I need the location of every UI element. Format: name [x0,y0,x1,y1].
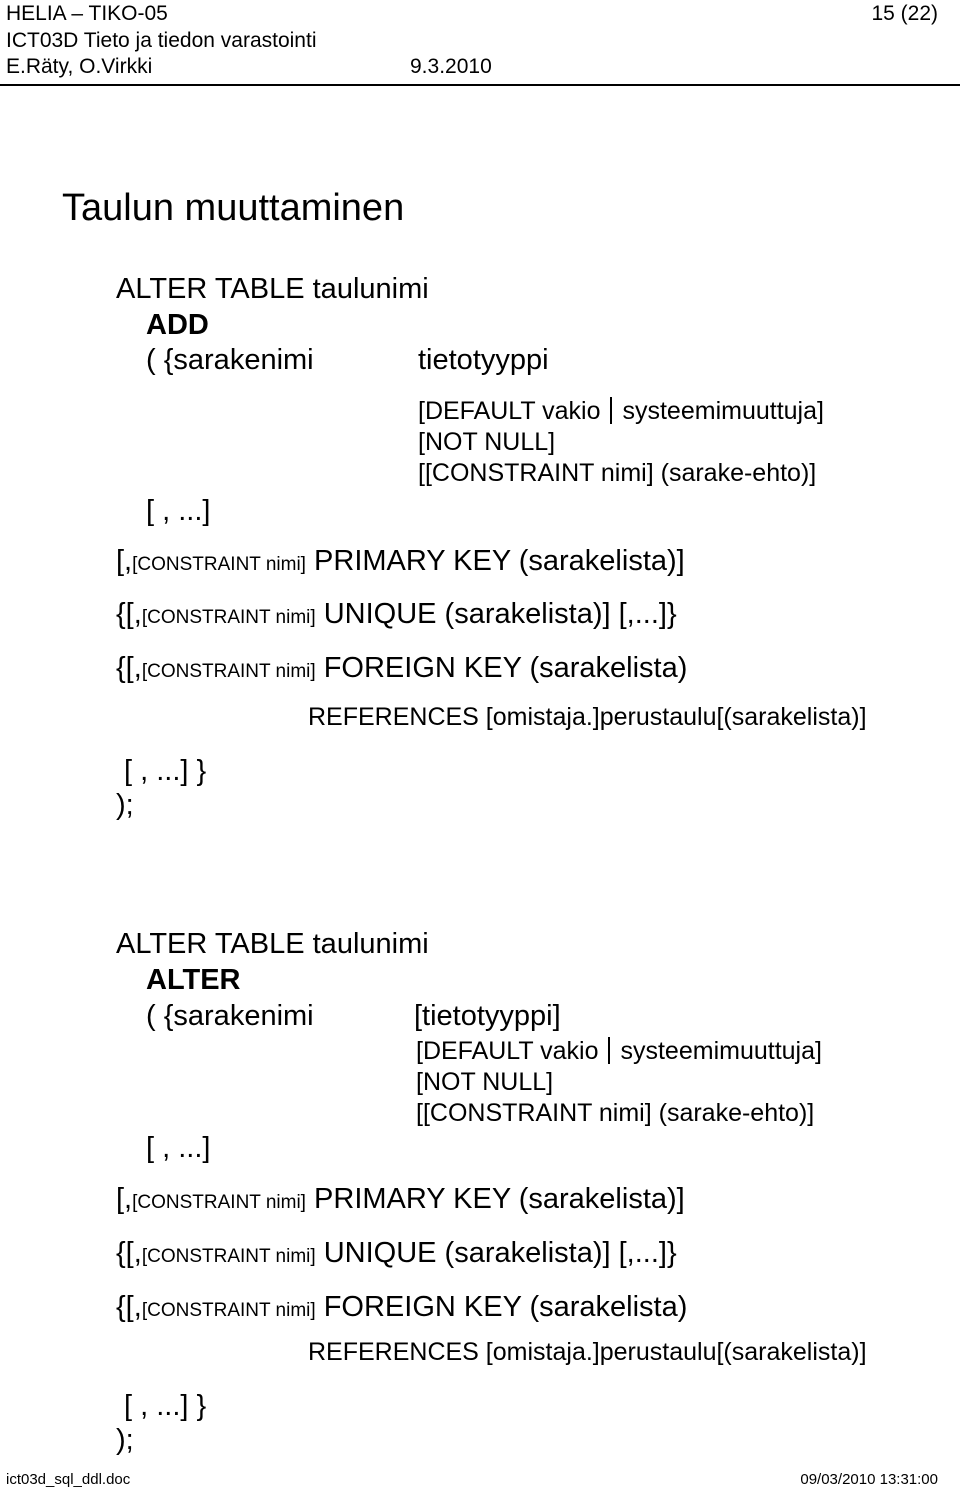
primary-key-clause [116,544,685,582]
keyword-add: ADD [146,309,209,341]
unique-clause [116,1236,677,1274]
not-null-clause: [NOT NULL] [416,1068,554,1096]
column-repeat: [ , ...] [146,495,211,527]
constraint-name: [CONSTRAINT nimi] [141,1300,316,1321]
header-org: HELIA – TIKO-05 [6,2,168,25]
header-course: ICT03D Tieto ja tiedon varastointi [6,29,317,52]
constraint-name: [CONSTRAINT nimi] [141,607,316,628]
header-page-number: 15 (22) [871,2,938,25]
default-clause [416,1036,822,1066]
column-open: ( {sarakenimi [146,344,314,376]
column-type: tietotyyppi [418,344,549,376]
default-clause [418,396,824,426]
column-open: ( {sarakenimi [146,1000,314,1032]
bracket-open: [, [116,545,133,577]
references-clause: REFERENCES [omistaja.]perustaulu[(sarakelista)] [308,1338,867,1366]
header-authors: E.Räty, O.Virkki [6,55,153,78]
bracket-open: {[, [116,1237,142,1269]
constraint-name: [CONSTRAINT nimi] [132,1192,306,1213]
column-constraint-clause: [[CONSTRAINT nimi] (sarake-ehto)] [418,459,817,487]
bracket-open: {[, [116,652,142,684]
bracket-open: [, [116,1183,133,1215]
page-title: Taulun muuttaminen [62,187,405,229]
footer-filename: ict03d_sql_ddl.doc [6,1471,131,1488]
statement-end: ); [116,789,134,821]
header-divider [0,84,960,86]
default-option-variable: systeemimuuttuja] [620,1037,822,1065]
primary-key-text: PRIMARY KEY (sarakelista)] [314,1183,685,1215]
statement-line: ALTER TABLE taulunimi [116,928,429,960]
statement-line: ALTER TABLE taulunimi [116,273,429,305]
constraint-name: [CONSTRAINT nimi] [132,554,306,575]
primary-key-clause [116,1182,685,1220]
unique-clause [116,597,677,635]
default-option-variable: systeemimuuttuja] [622,397,824,425]
foreign-key-text: FOREIGN KEY (sarakelista) [323,652,688,684]
bracket-open: {[, [116,1291,142,1323]
column-repeat: [ , ...] [146,1132,211,1164]
default-option-constant: [DEFAULT vakio [418,397,601,425]
bracket-open: {[, [116,598,142,630]
alternative-separator [608,1037,610,1063]
column-type: [tietotyyppi] [414,1000,561,1032]
not-null-clause: [NOT NULL] [418,428,556,456]
foreign-key-clause [116,651,687,689]
footer-timestamp: 09/03/2010 13:31:00 [800,1471,938,1488]
foreign-key-repeat: [ , ...] } [124,1390,207,1422]
primary-key-text: PRIMARY KEY (sarakelista)] [314,545,685,577]
column-constraint-clause: [[CONSTRAINT nimi] (sarake-ehto)] [416,1099,815,1127]
statement-end: ); [116,1424,134,1456]
foreign-key-text: FOREIGN KEY (sarakelista) [323,1291,688,1323]
unique-text: UNIQUE (sarakelista)] [,...]} [323,1237,677,1269]
foreign-key-repeat: [ , ...] } [124,755,207,787]
constraint-name: [CONSTRAINT nimi] [141,1246,316,1267]
header-date: 9.3.2010 [410,55,492,78]
default-option-constant: [DEFAULT vakio [416,1037,599,1065]
foreign-key-clause [116,1290,687,1328]
unique-text: UNIQUE (sarakelista)] [,...]} [323,598,677,630]
alternative-separator [610,397,612,423]
constraint-name: [CONSTRAINT nimi] [141,661,316,682]
keyword-alter: ALTER [146,964,241,996]
references-clause: REFERENCES [omistaja.]perustaulu[(sarakelista)] [308,703,867,731]
